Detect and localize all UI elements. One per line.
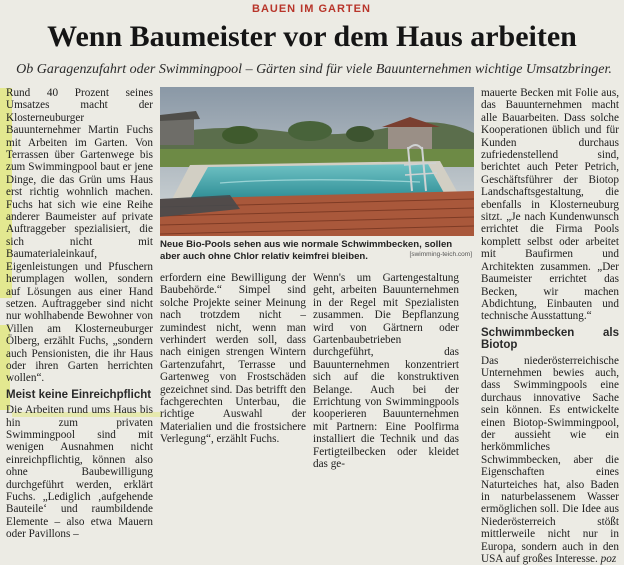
headline: Wenn Baumeister vor dem Haus arbeiten <box>47 20 577 53</box>
column-4-paragraph: mauerte Becken mit Folie aus, das Bauunternehmen macht alle Bauarbeiten. Dass solche Kooperationen üblich und für Kunden durchaus zufriedenstellend sind, berichtet auch Peter Petrich, Geschäftsführer der Biotop Landschaftsgestaltung, die ebenfalls in Klosterneuburg sitzt. „Je nach Kundenwunsch errichtet die Firma Pools komplett selbst oder arbeitet mit Baufirmen und Architekten zusammen. „Der Baumeister errichtet das Becken, wir machen Abdichtung, Einbauten und technische Ausstattung.“ <box>481 87 619 323</box>
section-paragraph <box>481 355 619 565</box>
section-paragraph: Die Arbeiten rund ums Haus bis hin zum privaten Swimmingpool sind mit wenigen Ausnahmen nicht einreichpflichtig, können also ohne Baubewilligung durchgeführt werden, erklärt Fuchs. „Lediglich ‚aufgehende Bauteile‘ und raumbildende Elemente – also etwa Mauern oder Pavillons – <box>6 404 153 541</box>
section-heading: Schwimmbecken als Biotop <box>481 326 619 352</box>
article-column-3 <box>313 272 459 471</box>
pool-photo-image <box>160 87 474 236</box>
pool-photo <box>160 87 474 236</box>
photo-credit: [swimming-teich.com] <box>409 251 472 258</box>
section-heading: Meist keine Einreichpflicht <box>6 388 152 401</box>
subheadline: Ob Garagenzufahrt oder Swimmingpool – Gärten sind für viele Bauunternehmen wichtige Umsatzbringer. <box>16 62 612 77</box>
section-kicker: BAUEN IM GARTEN <box>252 3 371 15</box>
column-2-paragraph: erfordern eine Bewilligung der Baubehörde.“ Simpel sind solche Projekte seiner Meinung nach trotzdem nicht – zumindest nicht, wenn man verhindert werden soll, dass nach einigen strengen Wintern Gartenzufahrt, Terrasse und Gartenweg von Frostschäden gezeichnet sind. Das betrifft den fachgerechten Unterbau, die richtige Auswahl der Materialien und die frostsichere Verlegung“, erzählt Fuchs. <box>160 272 306 446</box>
column-3-paragraph: Wenn's um Gartengestaltung geht, arbeiten Bauunternehmen in der Regel mit Spezialisten zusammen. Die Bepflanzung wird von Gärtnern oder Gartenbaubetrieben durchgeführt, das Bauunternehmen konzentriert sich auf die konstruktiven Belange. Auch bei der Errichtung von Swimmingpools kooperieren Bauunternehmen mit Partnern: Eine Poolfirma installiert die Technik und das Fertigteilbecken oder kleidet das ge- <box>313 272 459 471</box>
author-signature: poz <box>600 553 617 565</box>
intro-paragraph: Rund 40 Prozent seines Umsatzes macht der Klosterneuburger Bauunternehmer Martin Fuchs mit Arbeiten im Garten. Von Terrassen über Gartenwege bis zum Swimmingpool baut er jene Dinge, die das Grün ums Haus erst richtig wohnlich machen. Fuchs hat sich wie eine Reihe anderer Baumeister auf private Auftraggeber spezialisiert, die sich nicht mit Baumaterialeinkauf, Eigenleistungen und Pfuschern herumplagen wollen, sondern auf Lösungen aus einer Hand setzen. Auftraggeber sind nicht nur wohlhabende Bewohner von Villen am Klosterneuburger Ölberg, erzählt Fuchs, „sondern auch Pensionisten, die ihr Haus oder ihren Garten herrichten wollen“. <box>6 87 153 385</box>
section-text: Das niederösterreichische Unternehmen bewies auch, dass Swimmingpools eine durchaus innovative Sache sein können. Es entwickelte einen Biotop-Swimmingpool, der aussieht wie ein herkömmliches Schwimmbecken, aber die Eigenschaften eines Naturteiches hat, also Baden in naturbelassenem Wasser ermöglichen soll. Die Idee aus Niederösterreich stößt mittlerweile nicht nur in Europa, sondern auch in den USA auf großes Interesse. <box>481 354 619 565</box>
photo-caption: Neue Bio-Pools sehen aus wie normale Schwimmbecken, sollen aber auch ohne Chlor relativ keimfrei bleiben. <box>160 239 453 262</box>
article-column-2 <box>160 272 306 446</box>
article-column-4 <box>481 87 619 565</box>
article-column-1 <box>6 87 153 541</box>
